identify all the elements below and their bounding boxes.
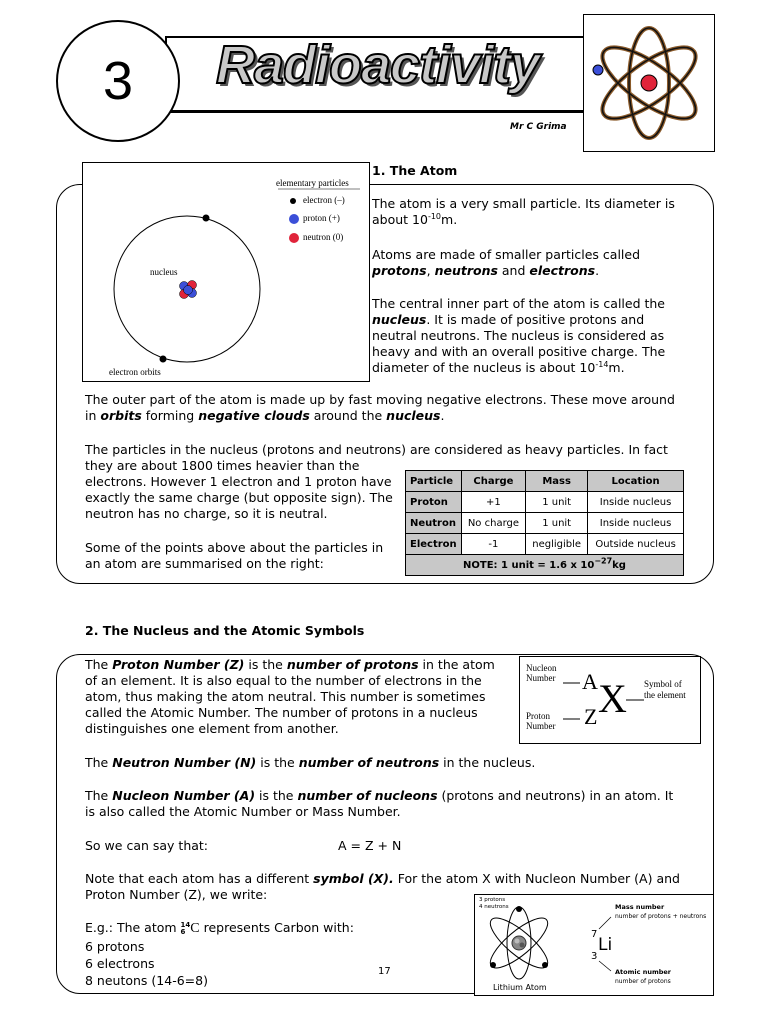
nucleus-paragraph: The central inner part of the atom is called the nucleus. It is made of positive protons and neutral neutrons. The nucleus is considered as heavy and with an overall positive charge. The diameter of the nucleus is about $10^{-14}m$. — [372, 296, 666, 375]
orbits-label: electron orbits — [109, 367, 161, 377]
section1-heading: 1. The Atom — [372, 163, 458, 178]
particles-paragraph: Atoms are made of smaller particles called protons, neutrons and electrons. — [372, 247, 641, 278]
table-cell: Neutron — [406, 513, 462, 534]
nucleon-number-paragraph: The Nucleon Number (A) is the number of nucleons (protons and neutrons) in an atom. It is also called the Atomic Number or Mass Number. — [85, 788, 674, 819]
atom-diagram — [82, 162, 370, 382]
lithium-caption: Lithium Atom — [493, 983, 547, 992]
nucleus-cluster — [180, 281, 197, 299]
electron-dot — [160, 356, 167, 363]
table-header: Mass — [526, 471, 588, 492]
mass-number-desc: number of protons + neutrons — [615, 913, 707, 920]
carbon-numbers: 14 6 — [180, 920, 191, 936]
nucleon-number-label: Nucleon Number — [526, 663, 557, 683]
atomic-number-title: Atomic number — [615, 968, 672, 976]
mass-number-title: Mass number — [615, 903, 665, 911]
atomic-symbol-box — [519, 656, 701, 744]
legend-neutron-dot — [289, 233, 299, 243]
atom-logo-icon — [584, 15, 714, 151]
table-cell: 1 unit — [526, 492, 588, 513]
particle-table — [405, 470, 684, 576]
table-row — [406, 513, 684, 534]
author: Mr C Grima — [510, 122, 567, 132]
page-number: 17 — [378, 966, 391, 977]
mass-paragraph-line1: The particles in the nucleus (protons and neutrons) are considered as heavy particles. In fact — [85, 442, 668, 457]
table-cell: -1 — [461, 534, 526, 555]
legend-neutron: neutron (0) — [303, 232, 344, 242]
table-header: Charge — [461, 471, 526, 492]
table-note: NOTE: 1 unit = 1.6 x $10^{-27}kg$ — [406, 555, 684, 576]
carbon-electrons: 6 electrons — [85, 956, 155, 971]
legend-title: elementary particles — [276, 178, 349, 188]
chapter-number: 3 — [56, 20, 180, 142]
table-header: Location — [588, 471, 684, 492]
proton-number-paragraph: The Proton Number (Z) is the number of protons in the atom of an element. It is also equal to the number of electrons in the atom, thus making the atom neutral. This number is sometimes called the Atomic Number. The number of protons in a nucleus distinguishes one element from another. — [85, 657, 495, 736]
page-title: Radioactivity — [216, 35, 540, 95]
table-header: Particle — [406, 471, 462, 492]
particle-table-wrap — [405, 470, 684, 576]
carbon-example: E.g.: The atom 14 6 C represents Carbon with: — [85, 920, 354, 936]
table-cell: 1 unit — [526, 513, 588, 534]
lithium-leader-lines — [475, 895, 713, 995]
lithium-particle-counts: 3 protons 4 neutrons — [479, 897, 509, 910]
legend-electron-dot — [290, 198, 296, 204]
neutron-number-paragraph: The Neutron Number (N) is the number of neutrons in the nucleus. — [85, 755, 536, 770]
lithium-mass-value: 7 — [591, 929, 598, 940]
atomic-number-desc: number of protons — [615, 978, 671, 985]
table-cell: No charge — [461, 513, 526, 534]
carbon-neutrons: 8 neutons (14-6=8) — [85, 973, 208, 988]
symbol-Z: Z — [584, 704, 598, 729]
atom-logo — [583, 14, 715, 152]
lithium-symbol: Li — [598, 935, 613, 955]
table-header-row — [406, 471, 684, 492]
lithium-atomic-value: 3 — [591, 951, 598, 962]
table-cell: negligible — [526, 534, 588, 555]
legend-electron: electron (–) — [303, 195, 345, 205]
proton-number-label: Proton Number — [526, 711, 556, 731]
table-cell: Inside nucleus — [588, 492, 684, 513]
table-row — [406, 534, 684, 555]
table-row — [406, 492, 684, 513]
carbon-protons: 6 protons — [85, 939, 145, 954]
equation-intro: So we can say that: — [85, 838, 209, 853]
table-cell: Inside nucleus — [588, 513, 684, 534]
table-note-row — [406, 555, 684, 576]
table-cell: +1 — [461, 492, 526, 513]
electrons-paragraph: The outer part of the atom is made up by fast moving negative electrons. These move around in orbits forming negative clouds around the nucleus. — [85, 392, 675, 423]
legend-proton-dot — [289, 214, 299, 224]
equation: A = Z + N — [338, 838, 402, 853]
nucleus-label: nucleus — [150, 267, 178, 277]
lithium-figure — [474, 894, 714, 996]
symbol-X: X — [598, 676, 627, 721]
summary-paragraph: Some of the points above about the particles in an atom are summarised on the right: — [85, 540, 384, 571]
electron-dot — [203, 215, 210, 222]
section2-heading: 2. The Nucleus and the Atomic Symbols — [85, 623, 365, 638]
atom-size-paragraph: The atom is a very small particle. Its diameter is about $10^{-10}m$. — [372, 196, 675, 227]
symbol-paragraph: Note that each atom has a different symbol (X). For the atom X with Nucleon Number (A) and Proton Number (Z), we write: — [85, 871, 680, 902]
legend-proton: proton (+) — [303, 213, 340, 223]
symbol-of-element-label: Symbol of the element — [644, 679, 686, 700]
table-cell: Outside nucleus — [588, 534, 684, 555]
table-cell: Proton — [406, 492, 462, 513]
table-cell: Electron — [406, 534, 462, 555]
symbol-A: A — [582, 669, 598, 694]
mass-paragraph: they are about 1800 times heavier than the electrons. However 1 electron and 1 proton have exactly the same charge (but opposite sign). The neutron has no charge, so it is neutral. — [85, 458, 393, 521]
